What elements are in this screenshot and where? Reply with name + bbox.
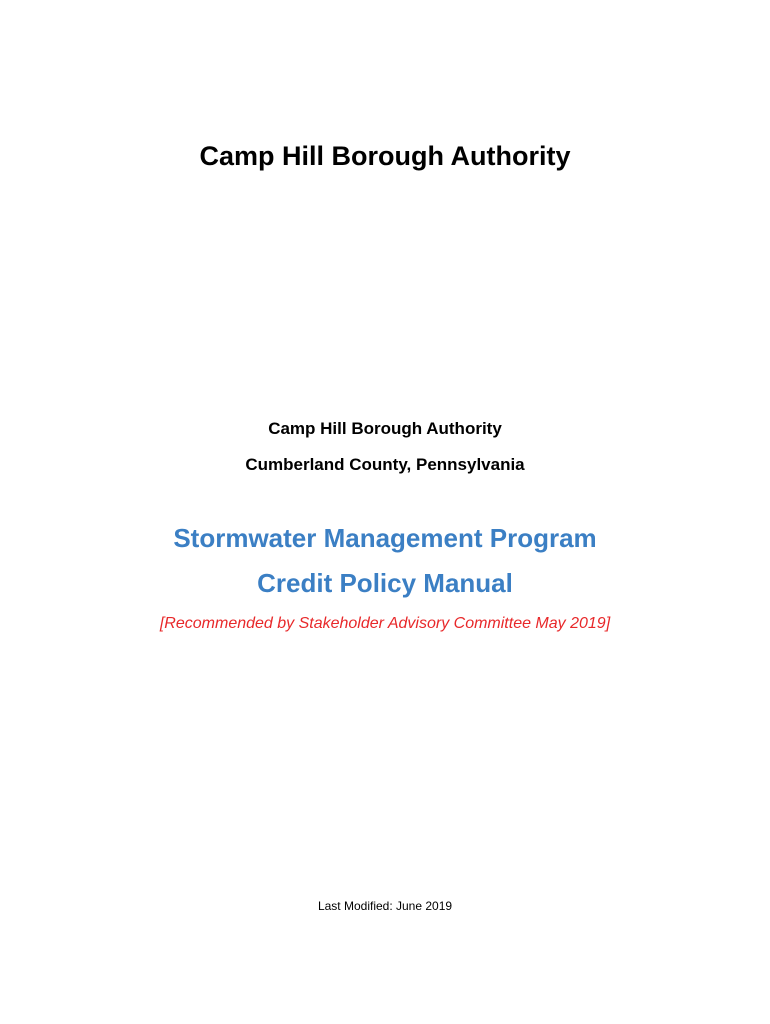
last-modified-date: Last Modified: June 2019: [317, 899, 453, 913]
organization-location: Cumberland County, Pennsylvania: [245, 455, 525, 474]
organization-name: Camp Hill Borough Authority: [268, 419, 502, 438]
document-main-title: Camp Hill Borough Authority: [199, 141, 571, 171]
recommendation-note: [Recommended by Stakeholder Advisory Committee May 2019]: [159, 615, 611, 632]
program-title: Stormwater Management Program: [173, 523, 597, 553]
manual-title: Credit Policy Manual: [257, 568, 513, 598]
